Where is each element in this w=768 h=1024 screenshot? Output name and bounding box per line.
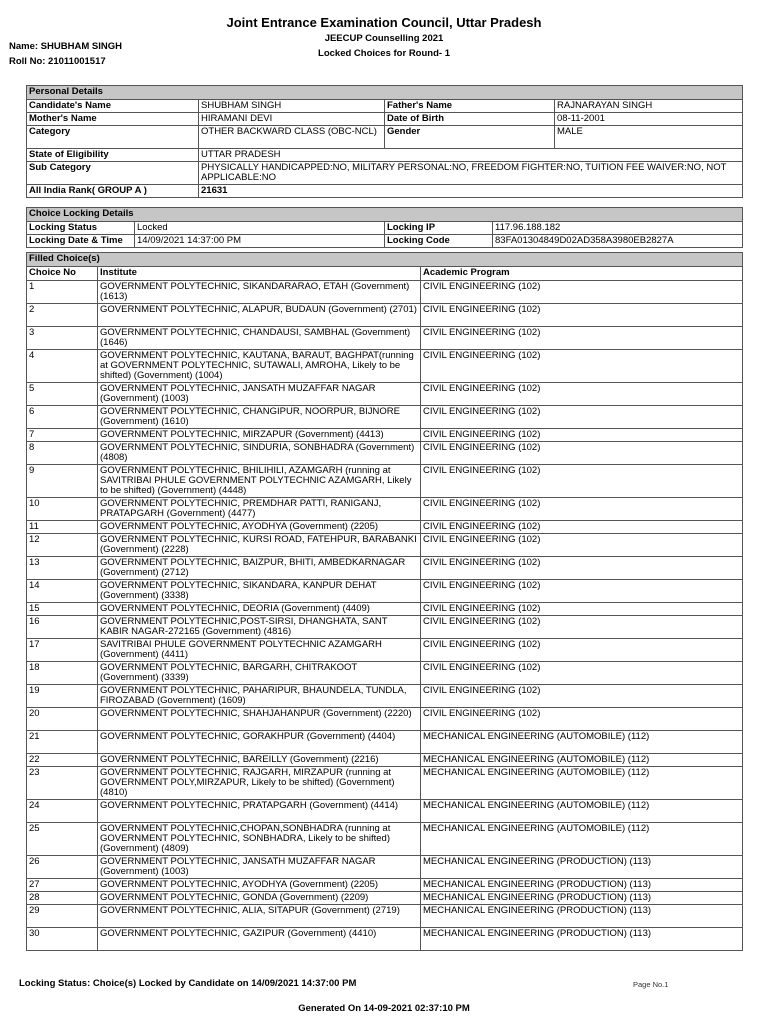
table-row (27, 498, 743, 521)
institute-name: GOVERNMENT POLYTECHNIC, ALIA, SITAPUR (Government) (2719) (98, 905, 421, 928)
institute-name: GOVERNMENT POLYTECHNIC,POST-SIRSI, DHANGHATA, SANT KABIR NAGAR-272165 (Government) (4816) (98, 616, 421, 639)
mother-name-value: HIRAMANI DEVI (199, 113, 385, 126)
choice-number: 22 (27, 754, 98, 767)
institute-name: GOVERNMENT POLYTECHNIC, PREMDHAR PATTI, RANIGANJ, PRATAPGARH (Government) (4477) (98, 498, 421, 521)
institute-name: GOVERNMENT POLYTECHNIC, KAUTANA, BARAUT, BAGHPAT(running at GOVERNMENT POLYTECHNIC, SUTAWALI, AMROHA, Likely to be shifted) (Government) (1004) (98, 350, 421, 383)
table-row (27, 557, 743, 580)
table-row (27, 754, 743, 767)
table-row (27, 429, 743, 442)
institute-name: GOVERNMENT POLYTECHNIC, MIRZAPUR (Government) (4413) (98, 429, 421, 442)
academic-program: MECHANICAL ENGINEERING (AUTOMOBILE) (112) (421, 767, 743, 800)
table-row (27, 639, 743, 662)
choice-number: 8 (27, 442, 98, 465)
page-title: Joint Entrance Examination Council, Uttar Pradesh (226, 15, 542, 30)
table-row (27, 603, 743, 616)
academic-program: MECHANICAL ENGINEERING (AUTOMOBILE) (112) (421, 823, 743, 856)
category-label: Category (27, 126, 199, 149)
rank-label: All India Rank( GROUP A ) (27, 185, 199, 198)
personal-details-table (26, 85, 743, 198)
academic-program: MECHANICAL ENGINEERING (PRODUCTION) (113) (421, 905, 743, 928)
table-row (27, 928, 743, 951)
locking-ip-label: Locking IP (385, 222, 493, 235)
choice-number: 1 (27, 281, 98, 304)
locking-details-table (26, 207, 743, 248)
institute-name: GOVERNMENT POLYTECHNIC, JANSATH MUZAFFAR NAGAR (Government) (1003) (98, 856, 421, 879)
institute-name: GOVERNMENT POLYTECHNIC, PRATAPGARH (Government) (4414) (98, 800, 421, 823)
filled-choices-table (26, 252, 743, 951)
academic-program: CIVIL ENGINEERING (102) (421, 281, 743, 304)
table-row (27, 800, 743, 823)
choice-number: 19 (27, 685, 98, 708)
institute-name: GOVERNMENT POLYTECHNIC, BARGARH, CHITRAKOOT (Government) (3339) (98, 662, 421, 685)
choice-number: 16 (27, 616, 98, 639)
choice-number: 12 (27, 534, 98, 557)
dob-label: Date of Birth (385, 113, 555, 126)
institute-name: GOVERNMENT POLYTECHNIC, CHANGIPUR, NOORPUR, BIJNORE (Government) (1610) (98, 406, 421, 429)
table-row (27, 383, 743, 406)
table-row (27, 685, 743, 708)
academic-program: MECHANICAL ENGINEERING (PRODUCTION) (113) (421, 856, 743, 879)
state-label: State of Eligibility (27, 149, 199, 162)
candidate-name-line: Name: SHUBHAM SINGH (9, 41, 122, 52)
academic-program: CIVIL ENGINEERING (102) (421, 639, 743, 662)
gender-label: Gender (385, 126, 555, 149)
locking-status-label: Locking Status (27, 222, 135, 235)
academic-program: CIVIL ENGINEERING (102) (421, 442, 743, 465)
table-row (27, 767, 743, 800)
roll-number-line: Roll No: 21011001517 (9, 56, 106, 67)
table-row (27, 905, 743, 928)
table-row (27, 879, 743, 892)
institute-name: GOVERNMENT POLYTECHNIC, SINDURIA, SONBHADRA (Government) (4808) (98, 442, 421, 465)
footer-locking-status: Locking Status: Choice(s) Locked by Candidate on 14/09/2021 14:37:00 PM (19, 978, 357, 989)
choice-number: 10 (27, 498, 98, 521)
choice-number: 9 (27, 465, 98, 498)
academic-program: CIVIL ENGINEERING (102) (421, 534, 743, 557)
academic-program: MECHANICAL ENGINEERING (AUTOMOBILE) (112) (421, 800, 743, 823)
institute-name: GOVERNMENT POLYTECHNIC, JANSATH MUZAFFAR NAGAR (Government) (1003) (98, 383, 421, 406)
choice-number: 7 (27, 429, 98, 442)
section-header-locking: Choice Locking Details (27, 208, 743, 222)
table-row (27, 892, 743, 905)
academic-program: CIVIL ENGINEERING (102) (421, 557, 743, 580)
academic-program: CIVIL ENGINEERING (102) (421, 406, 743, 429)
round-title: Locked Choices for Round- 1 (318, 48, 450, 59)
academic-program: CIVIL ENGINEERING (102) (421, 662, 743, 685)
academic-program: CIVIL ENGINEERING (102) (421, 603, 743, 616)
table-row (27, 580, 743, 603)
academic-program: MECHANICAL ENGINEERING (AUTOMOBILE) (112) (421, 731, 743, 754)
father-name-label: Father's Name (385, 100, 555, 113)
table-row (27, 856, 743, 879)
choice-number: 28 (27, 892, 98, 905)
choice-number: 6 (27, 406, 98, 429)
category-value: OTHER BACKWARD CLASS (OBC-NCL) (199, 126, 385, 149)
table-row (27, 521, 743, 534)
choice-number: 15 (27, 603, 98, 616)
academic-program: CIVIL ENGINEERING (102) (421, 327, 743, 350)
institute-name: GOVERNMENT POLYTECHNIC, BHILIHILI, AZAMGARH (running at SAVITRIBAI PHULE GOVERNMENT POLYTECHNIC AZAMGARH, Likely to be shifted) (Government) (4448) (98, 465, 421, 498)
page-subtitle: JEECUP Counselling 2021 (324, 33, 444, 44)
institute-name: SAVITRIBAI PHULE GOVERNMENT POLYTECHNIC AZAMGARH (Government) (4411) (98, 639, 421, 662)
candidate-name-value: SHUBHAM SINGH (199, 100, 385, 113)
academic-program: CIVIL ENGINEERING (102) (421, 383, 743, 406)
academic-program: CIVIL ENGINEERING (102) (421, 350, 743, 383)
rank-value: 21631 (199, 185, 743, 198)
academic-program: CIVIL ENGINEERING (102) (421, 616, 743, 639)
choice-number: 2 (27, 304, 98, 327)
institute-name: GOVERNMENT POLYTECHNIC, AYODHYA (Government) (2205) (98, 879, 421, 892)
father-name-value: RAJNARAYAN SINGH (555, 100, 743, 113)
institute-name: GOVERNMENT POLYTECHNIC, GORAKHPUR (Government) (4404) (98, 731, 421, 754)
locking-ip-value: 117.96.188.182 (493, 222, 743, 235)
column-header-program: Academic Program (421, 267, 743, 281)
locking-code-label: Locking Code (385, 235, 493, 248)
locking-datetime-value: 14/09/2021 14:37:00 PM (135, 235, 385, 248)
institute-name: GOVERNMENT POLYTECHNIC, GAZIPUR (Government) (4410) (98, 928, 421, 951)
institute-name: GOVERNMENT POLYTECHNIC, SIKANDARARAO, ETAH (Government) (1613) (98, 281, 421, 304)
institute-name: GOVERNMENT POLYTECHNIC,CHOPAN,SONBHADRA (running at GOVERNMENT POLYTECHNIC, SONBHADRA, Likely to be shifted) (Government) (4809) (98, 823, 421, 856)
academic-program: CIVIL ENGINEERING (102) (421, 521, 743, 534)
locking-status-value: Locked (135, 222, 385, 235)
table-row (27, 662, 743, 685)
gender-value: MALE (555, 126, 743, 149)
choice-number: 13 (27, 557, 98, 580)
table-row (27, 731, 743, 754)
academic-program: MECHANICAL ENGINEERING (AUTOMOBILE) (112) (421, 754, 743, 767)
table-row (27, 534, 743, 557)
choice-number: 25 (27, 823, 98, 856)
institute-name: GOVERNMENT POLYTECHNIC, GONDA (Government) (2209) (98, 892, 421, 905)
choice-number: 24 (27, 800, 98, 823)
institute-name: GOVERNMENT POLYTECHNIC, RAJGARH, MIRZAPUR (running at GOVERNMENT POLY,MIRZAPUR, Likely to be shifted) (Government) (4810) (98, 767, 421, 800)
choice-number: 29 (27, 905, 98, 928)
mother-name-label: Mother's Name (27, 113, 199, 126)
table-row (27, 616, 743, 639)
choice-number: 20 (27, 708, 98, 731)
academic-program: MECHANICAL ENGINEERING (PRODUCTION) (113) (421, 928, 743, 951)
locking-datetime-label: Locking Date & Time (27, 235, 135, 248)
table-row (27, 281, 743, 304)
academic-program: CIVIL ENGINEERING (102) (421, 580, 743, 603)
institute-name: GOVERNMENT POLYTECHNIC, SIKANDARA, KANPUR DEHAT (Government) (3338) (98, 580, 421, 603)
table-row (27, 327, 743, 350)
choice-number: 27 (27, 879, 98, 892)
academic-program: CIVIL ENGINEERING (102) (421, 498, 743, 521)
choice-number: 21 (27, 731, 98, 754)
table-row (27, 708, 743, 731)
table-row (27, 465, 743, 498)
institute-name: GOVERNMENT POLYTECHNIC, ALAPUR, BUDAUN (Government) (2701) (98, 304, 421, 327)
table-row (27, 350, 743, 383)
subcategory-label: Sub Category (27, 162, 199, 185)
table-row (27, 406, 743, 429)
academic-program: MECHANICAL ENGINEERING (PRODUCTION) (113) (421, 892, 743, 905)
choice-number: 18 (27, 662, 98, 685)
choice-number: 3 (27, 327, 98, 350)
choice-number: 4 (27, 350, 98, 383)
choice-number: 5 (27, 383, 98, 406)
section-header-personal: Personal Details (27, 86, 743, 100)
academic-program: CIVIL ENGINEERING (102) (421, 304, 743, 327)
choice-number: 17 (27, 639, 98, 662)
dob-value: 08-11-2001 (555, 113, 743, 126)
academic-program: MECHANICAL ENGINEERING (PRODUCTION) (113) (421, 879, 743, 892)
choice-number: 26 (27, 856, 98, 879)
academic-program: CIVIL ENGINEERING (102) (421, 708, 743, 731)
column-header-choice-no: Choice No (27, 267, 98, 281)
column-header-institute: Institute (98, 267, 421, 281)
academic-program: CIVIL ENGINEERING (102) (421, 429, 743, 442)
institute-name: GOVERNMENT POLYTECHNIC, PAHARIPUR, BHAUNDELA, TUNDLA, FIROZABAD (Government) (1609) (98, 685, 421, 708)
table-row (27, 442, 743, 465)
institute-name: GOVERNMENT POLYTECHNIC, SHAHJAHANPUR (Government) (2220) (98, 708, 421, 731)
state-value: UTTAR PRADESH (199, 149, 743, 162)
candidate-name-label: Candidate's Name (27, 100, 199, 113)
subcategory-value: PHYSICALLY HANDICAPPED:NO, MILITARY PERSONAL:NO, FREEDOM FIGHTER:NO, TUITION FEE WAIVER:NO, NOT APPLICABLE:NO (199, 162, 743, 185)
generated-on: Generated On 14-09-2021 02:37:10 PM (298, 1003, 470, 1014)
institute-name: GOVERNMENT POLYTECHNIC, AYODHYA (Government) (2205) (98, 521, 421, 534)
choice-number: 30 (27, 928, 98, 951)
institute-name: GOVERNMENT POLYTECHNIC, CHANDAUSI, SAMBHAL (Government) (1646) (98, 327, 421, 350)
institute-name: GOVERNMENT POLYTECHNIC, DEORIA (Government) (4409) (98, 603, 421, 616)
section-header-filled: Filled Choice(s) (27, 253, 743, 267)
page-number: Page No.1 (633, 980, 669, 989)
table-row (27, 304, 743, 327)
institute-name: GOVERNMENT POLYTECHNIC, KURSI ROAD, FATEHPUR, BARABANKI (Government) (2228) (98, 534, 421, 557)
choice-number: 23 (27, 767, 98, 800)
institute-name: GOVERNMENT POLYTECHNIC, BAREILLY (Government) (2216) (98, 754, 421, 767)
table-row (27, 823, 743, 856)
choice-number: 11 (27, 521, 98, 534)
institute-name: GOVERNMENT POLYTECHNIC, BAIZPUR, BHITI, AMBEDKARNAGAR (Government) (2712) (98, 557, 421, 580)
academic-program: CIVIL ENGINEERING (102) (421, 685, 743, 708)
academic-program: CIVIL ENGINEERING (102) (421, 465, 743, 498)
locking-code-value: 83FA01304849D02AD358A3980EB2827A (493, 235, 743, 248)
choice-number: 14 (27, 580, 98, 603)
